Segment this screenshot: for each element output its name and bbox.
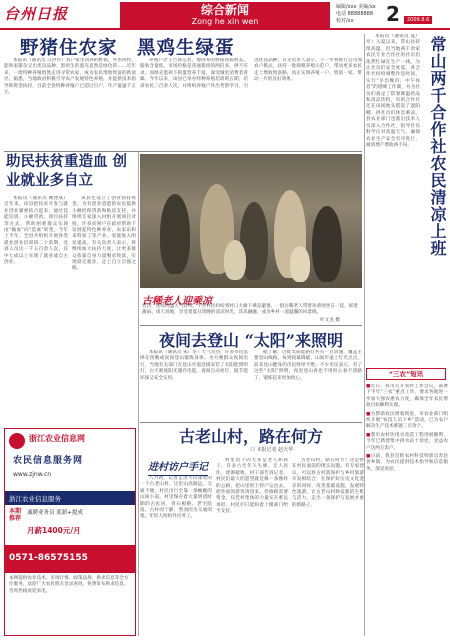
page-number: 2 [386,2,400,26]
masthead [0,0,450,30]
ad-slogan: 农民信息服务网 [13,456,84,466]
newspaper-logo: 台州日报 [4,5,69,23]
section-title: 综合新闻 [200,3,249,17]
ad-mid-text: 诚聘业务员 底薪+提成 [27,510,83,516]
ad-name: 浙江农业信息网 [29,434,85,443]
top-story-headline: 野猪住农家 黑鸡生绿蛋 [20,38,235,59]
column-divider [364,34,365,636]
section-pinyin: Zong he xin wen [191,17,259,26]
top-story-column-2: 养殖户老王告诉记者，他饲养的野猪肉质鲜美、脂肪含量低，市场价格是普通猪肉的两倍多，供不应求。而绿壳蛋鸡下的蛋营养丰富，深受城里消费者青睐。今年以来，该县已举办特种养殖培训班五期，培训农民三百余人次，并组织养殖户外出考察学习，引进优良品种。有关负责人表示，下一步将推行公司加农户模式，扶持一批规模养殖示范户，带动更多农民走上增收致富路，真正实现养殖一户、致富一家、带动一片的良好效果。 [140,58,362,89]
divider [140,325,362,326]
ad-logo-icon [9,433,25,449]
photo-credit: 叶文龙 摄 [320,318,340,323]
bottom-story-column-1: 八月初，记者走进大山深处的一个古老山村。这里山高路远、交通不便，村民出行全靠一条蜿蜒的山间小道。村里保存着大量明清时期的古民居，青石板路、老宅院落，古朴而宁静，然而因为交通闭塞，年轻人纷纷外出务工。 [140,476,212,520]
briefs-section-head: “三农”短讯 [366,368,446,380]
mid-story-column-1: 本报讯（通讯员 朱广华）天气炎热，许多市民选择在傍晚或夜间登山锻炼身体。为方便群众夜间出行，当地有关部门在登山步道沿线安装了太阳能照明灯，白天吸收阳光储存电能，夜间自动亮灯，既节能环保又安全实用。 [140,350,248,381]
ad-band: 浙江农业信息服务 [5,491,135,505]
top-story-column-1: 本报讯（通讯员 汪洪亭）农户家里饲养的野猪，外形凶悍，能和家猪杂交出优良品种；黑鸡生的蛋壳竟然是绿色的……近年来，一批特种养殖悄然走进寻常农家，成为农民增收致富的新途径。据悉，当地政府积极引导农户发展特色养殖，并提供技术指导和资金扶持，目前全县特种养殖户已超过百户，年产值逾千万元。 [4,58,136,96]
brief-item: ■我市农村饮用水改造工程进展顺利，今年已新建集中供水站十余处，受益农户达两万余户。 [366,432,448,451]
brief-item: ■近日，我市召开农村工作会议，部署下半年“三农”重点工作，要求各地进一步加大强农惠农力度，确保全年农民增收目标顺利实现。 [366,384,448,409]
ad-side-label: 本期推荐 [9,508,22,522]
mid-story-headline: 夜间去登山 “太阳”来照明 [159,331,343,350]
right-story-body: 本报讯（通讯员 夏广亭）入夏以来，常山县持续高温，但当地两千余家农民专业合作社的社员们依然忙碌在生产一线。为让社员们安全度夏，各合作社纷纷调整作息时间，实行“早出晚归、中午休息”的错峰工作制，并为社员们备足了防暑降温药品和清凉饮料，有的合作社还在田间地头搭起了遮阳棚，供社员们休息乘凉。县农业部门也派出技术人员深入合作社，指导社员科学应对高温天气，确保农业生产安全有序进行，做到增产增收两不误。 [366,34,420,148]
advertisement [4,428,136,636]
right-story-headline: 常山两千合作社农民清凉上班 [428,36,447,257]
ad-url[interactable]: www.zjnw.cn [13,471,52,478]
date-tag: 2009.8.6 [404,16,432,24]
brief-item: ■为帮助农民增收致富，市农业部门组织开展“农技人员下乡”活动，已为农户解决生产技术难题三百余个。 [366,411,448,430]
section-banner [120,2,330,28]
photo-caption-title: 古稀老人迎乘凉 [142,296,212,307]
bottom-story-column-3: 古老山村，路在何方？这是摆在村民面前的现实问题。有专家建议，可以将古村落保护与乡村旅游开发相结合，在保护好历史文化遗存的同时，改善基础设施，发展特色旅游，让古老山村焕发新的生机与活力，走出一条保护与发展并重的新路子。 [292,458,364,508]
ad-description: 本网提供农业技术、市场行情、政策法规、供求信息等全方位服务，欢迎广大农民朋友登录查询，免费发布供求信息。咨询热线欢迎来电。 [9,576,129,594]
news-photo [140,154,362,288]
left-story-column-1: 本报讯（通讯员 姚建成）近年来，该县把扶贫开发与就业创业紧密结合起来，通过技能培训、小额贷款、项目扶持等方式，帮助困难群众实现由“输血”向“造血”转变。今年上半年，全县共组织开展各类就业创业培训班二十余期，受训人员达一千五百余人次，其中七成以上实现了就业或自主创业。 [4,196,68,266]
ad-salary: 月薪1400元/月 [27,526,81,535]
bottom-story-byline: 口 本报记者 赵天华 [250,447,294,453]
editor-info: 编辑/xxx 美编/xx 电话 88888888 校对/xx [336,4,376,24]
bottom-story-column-2: 村里留下的大多是老人和孩子，许多古宅年久失修、无人居住，逐渐破败。村干部告诉记者，村民们最大的愿望就是修一条像样的公路，把山里的土特产运出去，把外面的游客请进来。但修路需要资金，仅凭村集体的力量实在难以承担，村民们只能盼着上级部门给予支持。 [216,458,288,515]
column-title: 进村访户手记 [148,458,208,476]
left-story-headline: 助民扶贫重造血 创业就业多自立 [6,153,128,189]
mid-story-column-2: 据了解，这批太阳能路灯共有一百余盏，覆盖主要登山线路。每到夜幕降临，山间步道上灯光点点，前来登山健身的市民络绎不绝。不少市民表示，有了这些“太阳”照明，夜里登山再也不用担心看不清路了，锻炼起来更加放心。 [254,350,362,381]
briefs-list [366,384,448,636]
bottom-story-headline: 古老山村，路在何方 [178,427,323,446]
ad-phone: 0571-86575155 [5,545,135,573]
divider [140,422,362,423]
brief-item: ■日前，我县首批农村科技特派员奔赴各乡镇，为农民提供技术指导和信息服务，深受欢迎。 [366,454,448,472]
left-story-column-2: 该县还设立了创业扶持资金，为有创业意愿的农民提供小额担保贷款和贴息支持，并组织专家深入村组开展项目对接。许多贫困户在政府帮助下发展起特色种养业、农家乐和来料加工等产业，家庭收入明显提高。有关负责人表示，将继续加大扶持力度，让更多群众依靠自身力量脱贫致富，实现稳定就业，走上自立自强之路。 [72,196,136,272]
photo-caption: 近日，连续高温天气持续，不少村民纷纷到村口大树下乘凉避暑。一群古稀老人带着孙辈围坐在一起，摇着蒲扇、谈天说地，享受着夏日傍晚的清凉时光，其乐融融，成为乡村一道温馨的风景线。 [142,304,358,316]
column-divider [138,152,139,636]
